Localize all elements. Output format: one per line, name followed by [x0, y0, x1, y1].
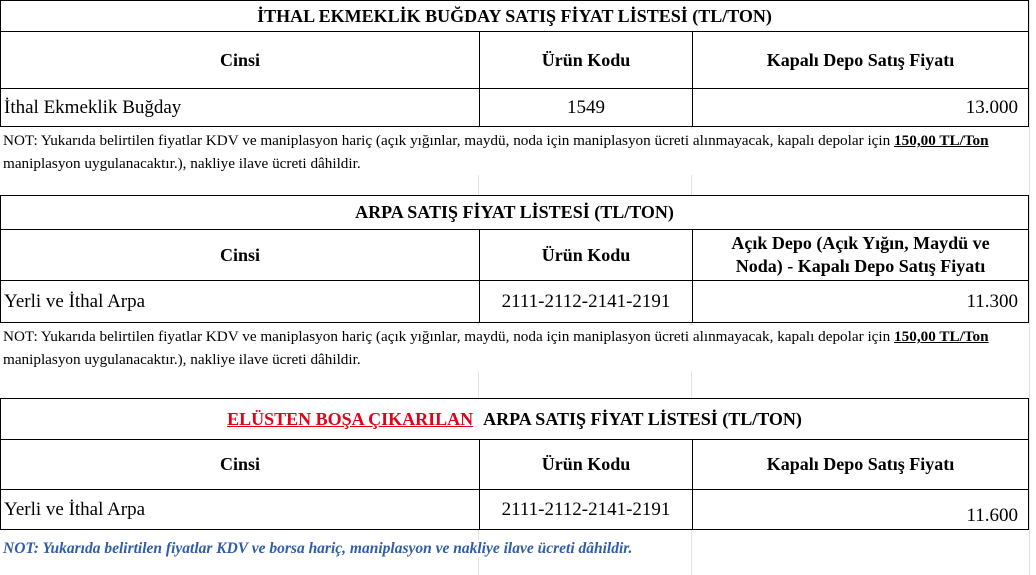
table-title-highlight: ELÜSTEN BOŞA ÇIKARILAN [227, 408, 474, 429]
table-header-row [0, 229, 1029, 281]
table-row [0, 489, 1029, 530]
note-bold-price: 150,00 TL/Ton [894, 132, 989, 149]
table-note [3, 129, 1023, 175]
cell-price: 11.600 [692, 490, 1028, 529]
table-title-text: ARPA SATIŞ FİYAT LİSTESİ (TL/TON) [483, 408, 802, 429]
table-header-row [0, 31, 1029, 89]
table-title: İTHAL EKMEKLİK BUĞDAY SATIŞ FİYAT LİSTESİ (TL/TON) [257, 5, 772, 26]
table-title: ARPA SATIŞ FİYAT LİSTESİ (TL/TON) [355, 202, 674, 222]
column-header-price: Kapalı Depo Satış Fiyatı [692, 440, 1028, 489]
note-text-end: maniplasyon uygulanacaktır.), nakliye ilave ücreti dâhildir. [3, 155, 361, 172]
table-note: NOT: Yukarıda belirtilen fiyatlar KDV ve borsa hariç, maniplasyon ve nakliye ilave ücreti dâhildir. [3, 540, 633, 557]
cell-urun-kodu: 2111-2112-2141-2191 [479, 281, 692, 322]
column-header-price: Kapalı Depo Satış Fiyatı [692, 32, 1028, 88]
column-header-price: Açık Depo (Açık Yığın, Maydü ve Noda) - Kapalı Depo Satış Fiyatı [692, 230, 1028, 280]
note-text: NOT: Yukarıda belirtilen fiyatlar KDV ve maniplasyon hariç (açık yığınlar, maydü, noda için maniplasyon ücreti alınmayacak, kapalı depolar için [3, 132, 895, 149]
wheat-price-table [0, 0, 1029, 180]
table-row [0, 280, 1029, 323]
cell-cinsi: Yerli ve İthal Arpa [4, 498, 146, 520]
column-header-urun-kodu: Ürün Kodu [479, 440, 692, 489]
table-row [0, 88, 1029, 127]
note-text-end: maniplasyon uygulanacaktır.), nakliye ilave ücreti dâhildir. [3, 351, 361, 368]
note-bold-price: 150,00 TL/Ton [894, 328, 989, 345]
table-header-row [0, 439, 1029, 490]
cell-price: 13.000 [692, 89, 1028, 126]
column-header-cinsi: Cinsi [219, 49, 261, 70]
cell-price: 11.300 [692, 281, 1028, 322]
table-title-row [0, 195, 1029, 230]
column-header-urun-kodu: Ürün Kodu [479, 230, 692, 280]
barley-out-price-table [0, 398, 1029, 573]
table-title [1, 399, 1028, 439]
column-header-cinsi: Cinsi [219, 244, 261, 265]
table-title-row [0, 398, 1029, 440]
cell-cinsi: Yerli ve İthal Arpa [4, 290, 146, 312]
column-header-urun-kodu: Ürün Kodu [479, 32, 692, 88]
cell-urun-kodu: 2111-2112-2141-2191 [479, 490, 692, 529]
cell-urun-kodu: 1549 [479, 89, 692, 126]
note-text: NOT: Yukarıda belirtilen fiyatlar KDV ve maniplasyon hariç (açık yığınlar, maydü, noda için maniplasyon ücreti alınmayacak, kapalı depolar için [3, 328, 895, 345]
barley-price-table [0, 195, 1029, 375]
table-title-row [0, 0, 1029, 32]
cell-cinsi: İthal Ekmeklik Buğday [4, 96, 182, 118]
table-note [3, 325, 1023, 371]
gridline [1029, 0, 1030, 575]
column-header-cinsi: Cinsi [219, 454, 261, 474]
